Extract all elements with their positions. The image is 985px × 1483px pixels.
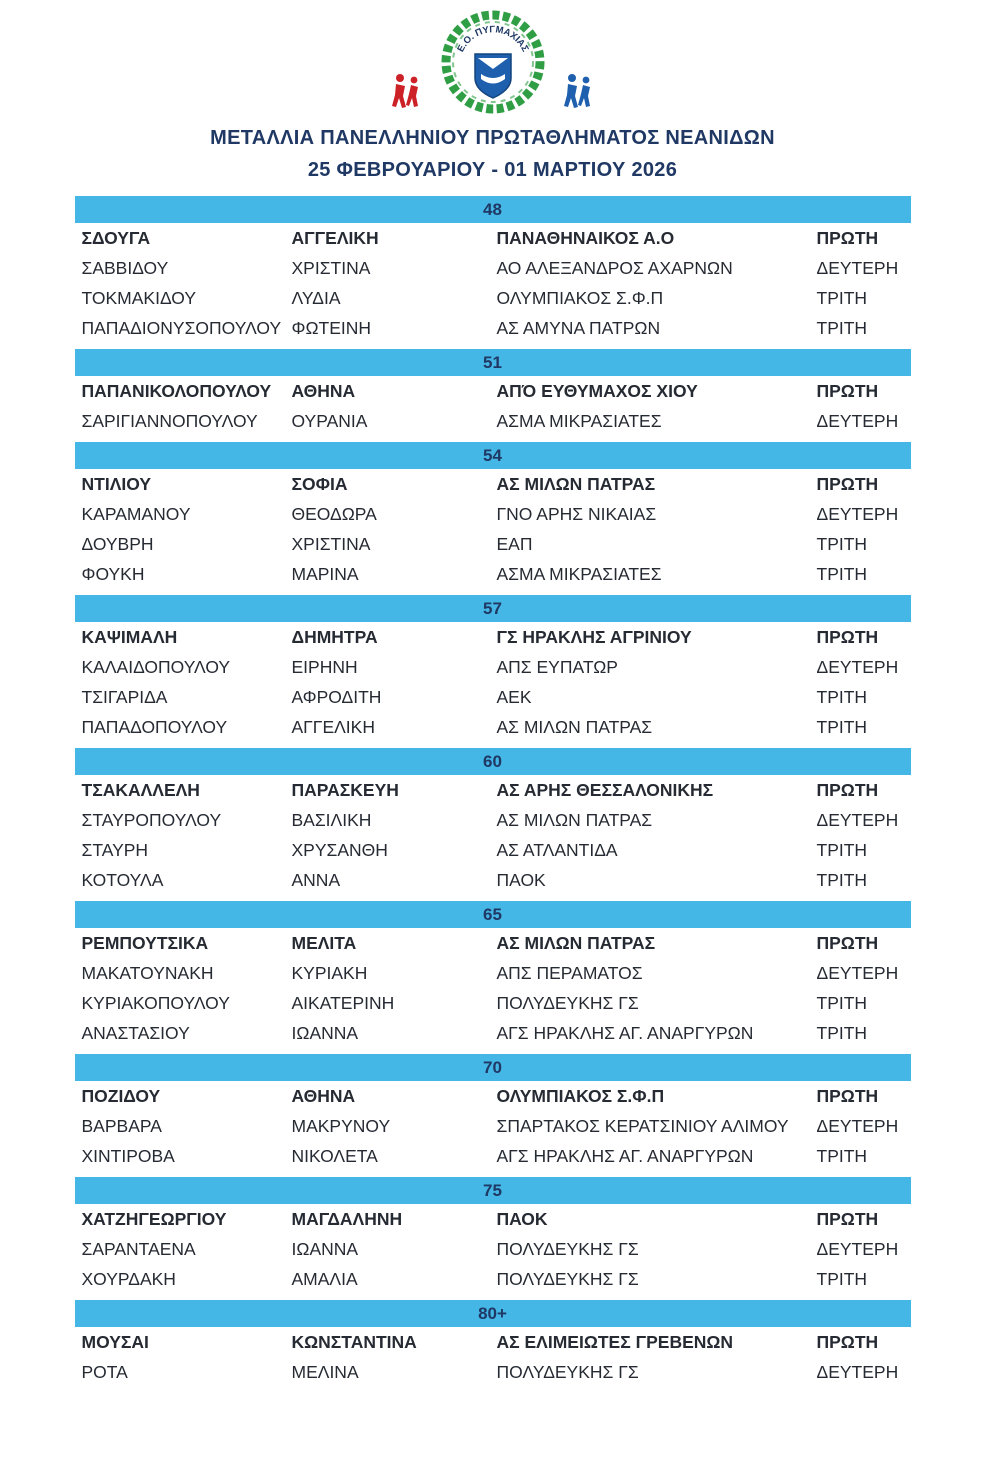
athlete-first-name: ΘΕΟΔΩΡΑ	[291, 503, 377, 524]
club-name: ΑΓΣ ΗΡΑΚΛΗΣ ΑΓ. ΑΝΑΡΓΥΡΩΝ	[496, 1145, 754, 1166]
result-row	[75, 559, 911, 589]
result-row	[75, 652, 911, 682]
federation-logo-svg	[378, 6, 608, 118]
result-row	[75, 376, 911, 406]
club-name: ΓΝΟ ΑΡΗΣ ΝΙΚΑΙΑΣ	[496, 503, 657, 524]
medal-place: ΔΕΥΤΕΡΗ	[816, 809, 899, 830]
result-row	[75, 775, 911, 805]
club-name: ΣΠΑΡΤΑΚΟΣ ΚΕΡΑΤΣΙΝΙΟΥ ΑΛΙΜΟΥ	[496, 1115, 789, 1136]
document-header	[0, 0, 985, 182]
athlete-last-name: ΒΑΡΒΑΡΑ	[81, 1115, 162, 1136]
result-row	[75, 1234, 911, 1264]
medal-place: ΤΡΙΤΗ	[816, 563, 868, 584]
club-name: ΠΟΛΥΔΕΥΚΗΣ ΓΣ	[496, 1238, 639, 1259]
athlete-first-name: ΠΑΡΑΣΚΕΥΗ	[291, 779, 399, 800]
medal-place: ΔΕΥΤΕΡΗ	[816, 962, 899, 983]
club-name: ΑΣ ΜΙΛΩΝ ΠΑΤΡΑΣ	[496, 473, 656, 494]
athlete-last-name: ΡΟΤΑ	[81, 1361, 128, 1382]
medal-place: ΤΡΙΤΗ	[816, 839, 868, 860]
athlete-first-name: ΜΕΛΙΝΑ	[291, 1361, 359, 1382]
result-row	[75, 223, 911, 253]
athlete-first-name: ΑΜΑΛΙΑ	[291, 1268, 358, 1289]
athlete-first-name: ΛΥΔΙΑ	[291, 287, 341, 308]
athlete-last-name: ΣΑΡΙΓΙΑΝΝΟΠΟΥΛΟΥ	[81, 410, 258, 431]
athlete-last-name: ΧΙΝΤΙΡΟΒΑ	[81, 1145, 175, 1166]
result-row	[75, 682, 911, 712]
athlete-last-name: ΡΕΜΠΟΥΤΣΙΚΑ	[81, 932, 209, 953]
club-name: ΑΣ ΑΡΗΣ ΘΕΣΣΑΛΟΝΙΚΗΣ	[496, 779, 714, 800]
athlete-first-name: ΑΦΡΟΔΙΤΗ	[291, 686, 382, 707]
athlete-first-name: ΧΡΥΣΑΝΘΗ	[291, 839, 388, 860]
result-row	[75, 1081, 911, 1111]
athlete-last-name: ΑΝΑΣΤΑΣΙΟΥ	[81, 1022, 190, 1043]
medal-place: ΤΡΙΤΗ	[816, 317, 868, 338]
athlete-first-name: ΑΝΝΑ	[291, 869, 341, 890]
weight-category-band	[75, 196, 911, 223]
weight-category-band	[75, 442, 911, 469]
athlete-last-name: ΣΔΟΥΓΑ	[81, 227, 151, 248]
result-row	[75, 805, 911, 835]
medal-place: ΤΡΙΤΗ	[816, 287, 868, 308]
athlete-last-name: ΧΟΥΡΔΑΚΗ	[81, 1268, 176, 1289]
athlete-first-name: ΜΑΚΡΥΝΟΥ	[291, 1115, 391, 1136]
result-row	[75, 1111, 911, 1141]
medal-place: ΠΡΩΤΗ	[816, 227, 879, 248]
athlete-last-name: ΔΟΥΒΡΗ	[81, 533, 154, 554]
club-name: ΑΣ ΑΤΛΑΝΤΙΔΑ	[496, 839, 618, 860]
club-name: ΑΣ ΜΙΛΩΝ ΠΑΤΡΑΣ	[496, 932, 656, 953]
athlete-last-name: ΚΑΛΑΙΔΟΠΟΥΛΟΥ	[81, 656, 231, 677]
athlete-last-name: ΠΟΖΙΔΟΥ	[81, 1085, 161, 1106]
result-row	[75, 958, 911, 988]
club-name: ΑΣΜΑ ΜΙΚΡΑΣΙΑΤΕΣ	[496, 563, 662, 584]
athlete-first-name: ΧΡΙΣΤΙΝΑ	[291, 257, 371, 278]
medal-place: ΠΡΩΤΗ	[816, 779, 879, 800]
athlete-last-name: ΦΟΥΚΗ	[81, 563, 145, 584]
federation-logo	[0, 6, 985, 118]
medal-place: ΔΕΥΤΕΡΗ	[816, 656, 899, 677]
result-row	[75, 1327, 911, 1357]
svg-text:Ε.Ο. ΠΥΓΜΑΧΙΑΣ: Ε.Ο. ΠΥΓΜΑΧΙΑΣ	[454, 24, 531, 54]
athlete-last-name: ΣΑΡΑΝΤΑΕΝΑ	[81, 1238, 196, 1259]
athlete-first-name: ΚΩΝΣΤΑΝΤΙΝΑ	[291, 1331, 417, 1352]
club-name: ΠΟΛΥΔΕΥΚΗΣ ΓΣ	[496, 1361, 639, 1382]
club-name: ΠΑΟΚ	[496, 1208, 548, 1229]
club-name: ΠΑΟΚ	[496, 869, 546, 890]
club-name: ΠΑΝΑΘΗΝΑΙΚΟΣ Α.Ο	[496, 227, 675, 248]
athlete-last-name: ΣΤΑΥΡΗ	[81, 839, 149, 860]
athlete-first-name: ΔΗΜΗΤΡΑ	[291, 626, 378, 647]
athlete-last-name: ΚΟΤΟΥΛΑ	[81, 869, 164, 890]
result-row	[75, 835, 911, 865]
result-row	[75, 928, 911, 958]
athlete-last-name: ΣΑΒΒΙΔΟΥ	[81, 257, 169, 278]
club-name: ΠΟΛΥΔΕΥΚΗΣ ΓΣ	[496, 1268, 639, 1289]
club-name: ΑΕΚ	[496, 686, 532, 707]
athlete-first-name: ΑΓΓΕΛΙΚΗ	[291, 227, 379, 248]
weight-category-band	[75, 901, 911, 928]
athlete-first-name: ΒΑΣΙΛΙΚΗ	[291, 809, 372, 830]
medal-place: ΔΕΥΤΕΡΗ	[816, 1361, 899, 1382]
weight-category-label: 80+	[478, 1303, 507, 1323]
page-title: ΜΕΤΑΛΛΙΑ ΠΑΝΕΛΛΗΝΙΟΥ ΠΡΩΤΑΘΛΗΜΑΤΟΣ ΝΕΑΝΙΔΩΝ	[210, 127, 775, 149]
athlete-first-name: ΑΙΚΑΤΕΡΙΝΗ	[291, 992, 395, 1013]
athlete-last-name: ΤΣΙΓΑΡΙΔΑ	[81, 686, 168, 707]
athlete-first-name: ΑΓΓΕΛΙΚΗ	[291, 716, 375, 737]
athlete-last-name: ΣΤΑΥΡΟΠΟΥΛΟΥ	[81, 809, 222, 830]
weight-category-band	[75, 349, 911, 376]
athlete-last-name: ΚΑΡΑΜΑΝΟΥ	[81, 503, 191, 524]
result-row	[75, 499, 911, 529]
medal-place: ΤΡΙΤΗ	[816, 1268, 868, 1289]
medal-place: ΤΡΙΤΗ	[816, 686, 868, 707]
athlete-last-name: ΝΤΙΛΙΟΥ	[81, 473, 152, 494]
result-row	[75, 1204, 911, 1234]
medal-place: ΠΡΩΤΗ	[816, 1085, 879, 1106]
weight-category-band	[75, 1300, 911, 1327]
athlete-last-name: ΚΥΡΙΑΚΟΠΟΥΛΟΥ	[81, 992, 230, 1013]
athlete-first-name: ΣΟΦΙΑ	[291, 473, 348, 494]
medal-place: ΔΕΥΤΕΡΗ	[816, 257, 899, 278]
blue-boxers-icon	[564, 74, 590, 108]
medal-place: ΤΡΙΤΗ	[816, 869, 868, 890]
athlete-first-name: ΦΩΤΕΙΝΗ	[291, 317, 372, 338]
athlete-last-name: ΠΑΠΑΝΙΚΟΛΟΠΟΥΛΟΥ	[81, 380, 272, 401]
athlete-first-name: ΑΘΗΝΑ	[291, 380, 356, 401]
club-name: ΑΠΣ ΠΕΡΑΜΑΤΟΣ	[496, 962, 643, 983]
weight-category-label: 54	[483, 445, 502, 465]
event-dates: 25 ΦΕΒΡΟΥΑΡΙΟΥ - 01 ΜΑΡΤΙΟΥ 2026	[307, 159, 678, 181]
athlete-first-name: ΕΙΡΗΝΗ	[291, 656, 358, 677]
weight-category-band	[75, 595, 911, 622]
club-name: ΑΟ ΑΛΕΞΑΝΔΡΟΣ ΑΧΑΡΝΩΝ	[496, 257, 733, 278]
result-row	[75, 253, 911, 283]
athlete-first-name: ΜΑΡΙΝΑ	[291, 563, 359, 584]
athlete-first-name: ΑΘΗΝΑ	[291, 1085, 356, 1106]
weight-category-label: 75	[483, 1180, 502, 1200]
club-name: ΠΟΛΥΔΕΥΚΗΣ ΓΣ	[496, 992, 639, 1013]
weight-category-label: 48	[483, 199, 502, 219]
medal-place: ΠΡΩΤΗ	[816, 626, 879, 647]
medal-place: ΠΡΩΤΗ	[816, 473, 879, 494]
result-row	[75, 865, 911, 895]
result-row	[75, 988, 911, 1018]
athlete-last-name: ΤΣΑΚΑΛΛΕΛΗ	[81, 779, 200, 800]
club-name: ΑΣΜΑ ΜΙΚΡΑΣΙΑΤΕΣ	[496, 410, 662, 431]
athlete-last-name: ΚΑΨΙΜΑΛΗ	[81, 626, 178, 647]
club-name: ΑΣ ΜΙΛΩΝ ΠΑΤΡΑΣ	[496, 716, 653, 737]
club-name: ΟΛΥΜΠΙΑΚΟΣ Σ.Φ.Π	[496, 1085, 665, 1106]
athlete-last-name: ΜΑΚΑΤΟΥΝΑΚΗ	[81, 962, 214, 983]
weight-category-band	[75, 1177, 911, 1204]
club-name: ΑΠΌ ΕΥΘΥΜΑΧΟΣ ΧΙΟΥ	[496, 380, 698, 401]
medal-place: ΔΕΥΤΕΡΗ	[816, 503, 899, 524]
medal-place: ΠΡΩΤΗ	[816, 1208, 879, 1229]
weight-category-band	[75, 748, 911, 775]
athlete-last-name: ΧΑΤΖΗΓΕΩΡΓΙΟΥ	[81, 1208, 227, 1229]
club-name: ΑΣ ΜΙΛΩΝ ΠΑΤΡΑΣ	[496, 809, 653, 830]
athlete-last-name: ΠΑΠΑΔΟΠΟΥΛΟΥ	[81, 716, 228, 737]
athlete-first-name: ΜΑΓΔΑΛΗΝΗ	[291, 1208, 403, 1229]
athlete-first-name: ΟΥΡΑΝΙΑ	[291, 410, 368, 431]
result-row	[75, 469, 911, 499]
medal-place: ΔΕΥΤΕΡΗ	[816, 1115, 899, 1136]
result-row	[75, 1141, 911, 1171]
club-name: ΟΛΥΜΠΙΑΚΟΣ Σ.Φ.Π	[496, 287, 664, 308]
club-name: ΑΣ ΕΛΙΜΕΙΩΤΕΣ ΓΡΕΒΕΝΩΝ	[496, 1331, 734, 1352]
athlete-last-name: ΤΟΚΜΑΚΙΔΟΥ	[81, 287, 196, 308]
medal-place: ΤΡΙΤΗ	[816, 992, 868, 1013]
weight-category-label: 70	[483, 1057, 502, 1077]
club-name: ΓΣ ΗΡΑΚΛΗΣ ΑΓΡΙΝΙΟΥ	[496, 626, 692, 647]
medal-place: ΔΕΥΤΕΡΗ	[816, 1238, 899, 1259]
red-boxers-icon	[392, 74, 418, 108]
athlete-first-name: ΚΥΡΙΑΚΗ	[291, 962, 368, 983]
result-row	[75, 283, 911, 313]
medal-place: ΠΡΩΤΗ	[816, 1331, 879, 1352]
weight-category-label: 65	[483, 904, 502, 924]
club-name: ΑΣ ΑΜΥΝΑ ΠΑΤΡΩΝ	[496, 317, 661, 338]
result-row	[75, 1357, 911, 1387]
athlete-first-name: ΝΙΚΟΛΕΤΑ	[291, 1145, 378, 1166]
athlete-first-name: ΜΕΛΙΤΑ	[291, 932, 357, 953]
weight-category-label: 51	[483, 352, 502, 372]
medal-place: ΤΡΙΤΗ	[816, 1022, 868, 1043]
result-row	[75, 1018, 911, 1048]
result-row	[75, 1264, 911, 1294]
medal-place: ΠΡΩΤΗ	[816, 932, 879, 953]
result-row	[75, 622, 911, 652]
medal-place: ΤΡΙΤΗ	[816, 533, 868, 554]
athlete-first-name: ΙΩΑΝΝΑ	[291, 1022, 359, 1043]
athlete-first-name: ΧΡΙΣΤΙΝΑ	[291, 533, 371, 554]
athlete-first-name: ΙΩΑΝΝΑ	[291, 1238, 359, 1259]
athlete-last-name: ΜΟΥΣΑΙ	[81, 1331, 149, 1352]
weight-category-band	[75, 1054, 911, 1081]
result-row	[75, 529, 911, 559]
medal-place: ΤΡΙΤΗ	[816, 1145, 868, 1166]
results-table	[75, 196, 911, 1387]
weight-category-label: 60	[483, 751, 502, 771]
medal-place: ΤΡΙΤΗ	[816, 716, 868, 737]
result-row	[75, 313, 911, 343]
club-name: ΑΠΣ ΕΥΠΑΤΩΡ	[496, 656, 618, 677]
weight-category-label: 57	[483, 598, 502, 618]
medal-place: ΔΕΥΤΕΡΗ	[816, 410, 899, 431]
club-name: ΑΓΣ ΗΡΑΚΛΗΣ ΑΓ. ΑΝΑΡΓΥΡΩΝ	[496, 1022, 754, 1043]
athlete-last-name: ΠΑΠΑΔΙΟΝΥΣΟΠΟΥΛΟΥ	[81, 317, 282, 338]
result-row	[75, 712, 911, 742]
club-name: ΕΑΠ	[496, 533, 533, 554]
result-row	[75, 406, 911, 436]
medal-place: ΠΡΩΤΗ	[816, 380, 879, 401]
